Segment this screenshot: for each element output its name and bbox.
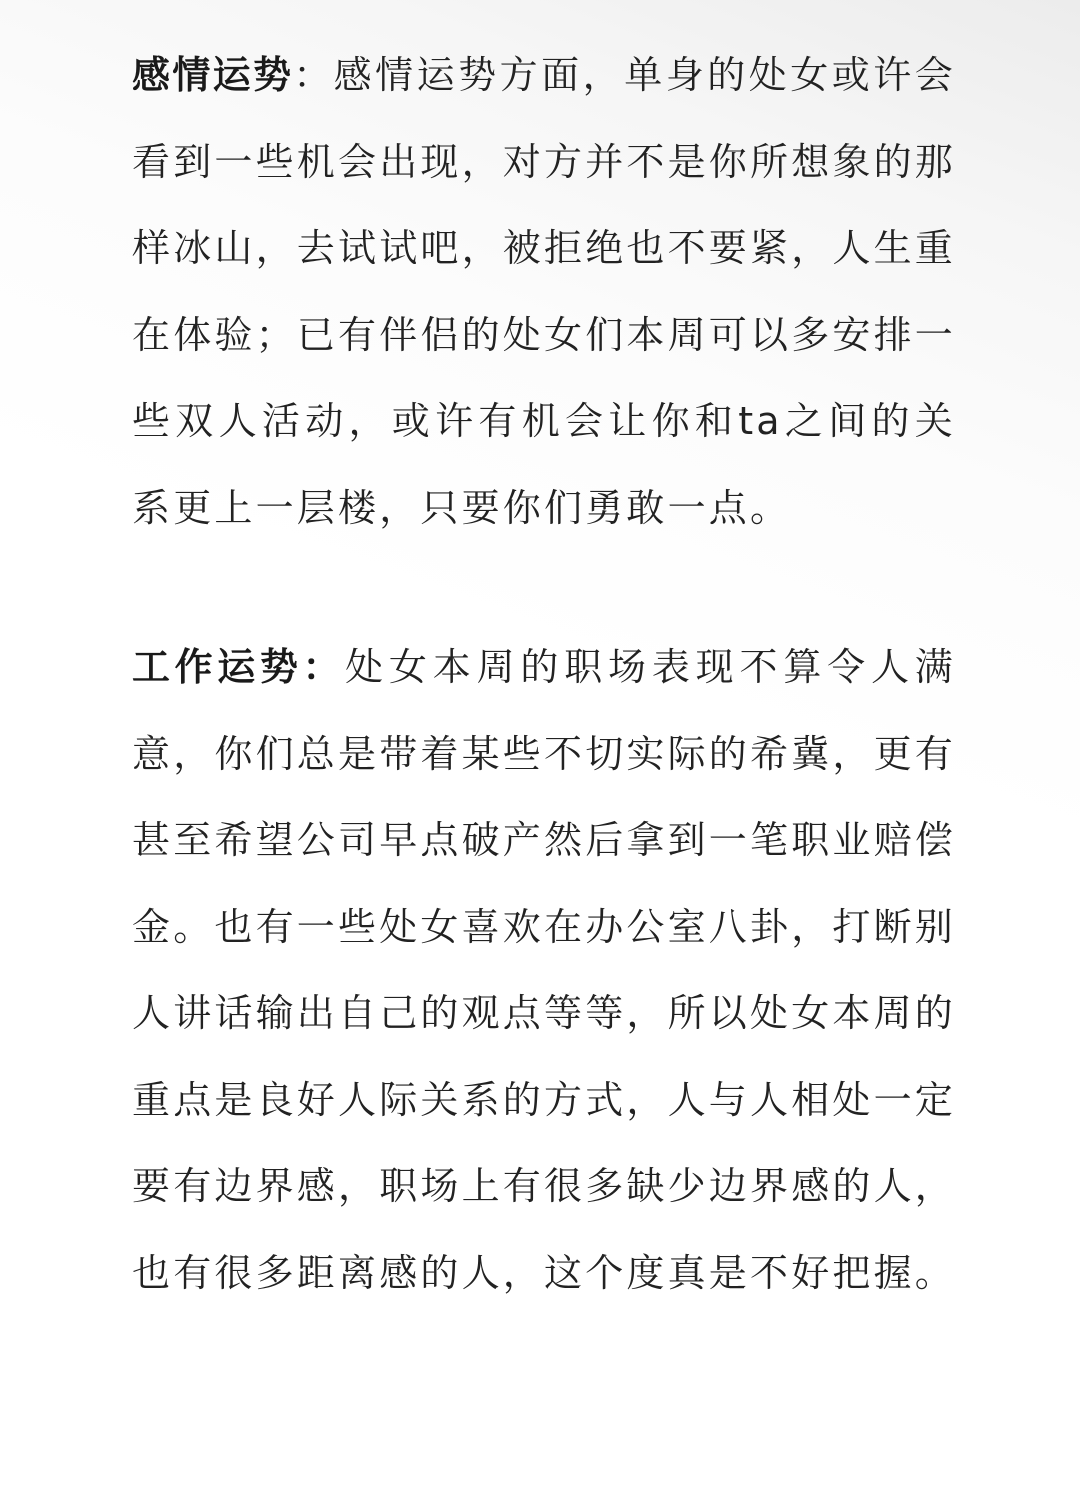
- work-fortune-heading: 工作运势：: [132, 645, 346, 689]
- work-fortune-paragraph: [132, 624, 956, 1316]
- love-fortune-heading: 感情运势: [132, 53, 294, 97]
- work-fortune-text: 处女本周的职场表现不算令人满意，你们总是带着某些不切实际的希冀，更有甚至希望公司早点破产然后拿到一笔职业赔偿金。也有一些处女喜欢在办公室八卦，打断别人讲话输出自己的观点等等，所以处女本周的重点是良好人际关系的方式，人与人相处一定要有边界感，职场上有很多缺少边界感的人，也有很多距离感的人，这个度真是不好把握。: [132, 645, 957, 1295]
- love-fortune-paragraph: [132, 32, 956, 551]
- article-body: [132, 32, 956, 1316]
- love-fortune-separator: ：: [293, 53, 334, 97]
- love-fortune-text: 感情运势方面，单身的处女或许会看到一些机会出现，对方并不是你所想象的那样冰山，去试试吧，被拒绝也不要紧，人生重在体验；已有伴侣的处女们本周可以多安排一些双人活动，或许有机会让你和ta之间的关系更上一层楼，只要你们勇敢一点。: [132, 53, 957, 530]
